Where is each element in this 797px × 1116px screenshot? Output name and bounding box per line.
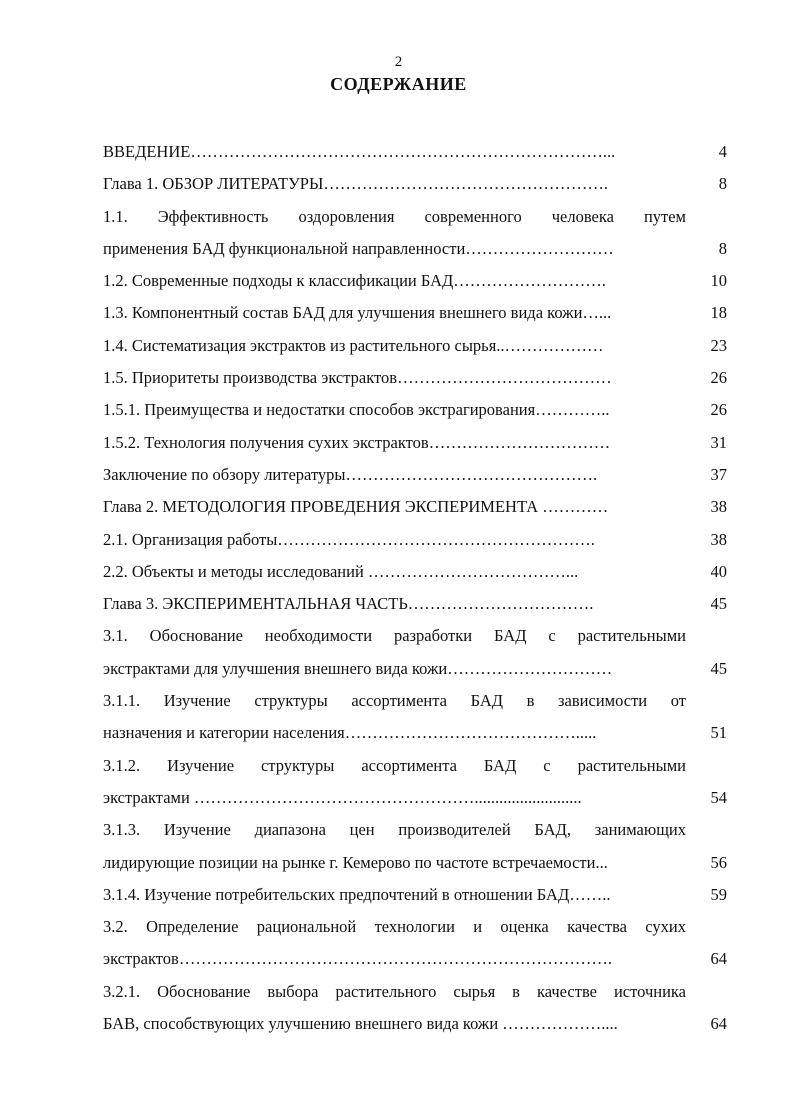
table-of-contents bbox=[103, 142, 727, 1046]
toc-entry bbox=[103, 303, 727, 335]
toc-entry-title: ВВЕДЕНИЕ…………………………………………………………………... bbox=[103, 142, 616, 161]
toc-entry-title: 1.5. Приоритеты производства экстрактов………………………………… bbox=[103, 368, 612, 388]
toc-entry-page-number: 4 bbox=[718, 142, 727, 161]
toc-entry-title: Глава 1. ОБЗОР ЛИТЕРАТУРЫ……………………………………………. bbox=[103, 174, 608, 194]
toc-entry-title: применения БАД функциональной направленности……………………… bbox=[103, 238, 614, 258]
toc-entry-title: 3.2. Определение рациональной технологии и оценка качества сухих bbox=[103, 917, 686, 937]
toc-entry-page-number: 40 bbox=[710, 561, 727, 581]
toc-entry bbox=[103, 433, 727, 465]
toc-entry-title: 1.2. Современные подходы к классификации БАД………………………. bbox=[103, 271, 606, 291]
page-number: 2 bbox=[394, 54, 403, 70]
toc-entry-title: 3.1.1. Изучение структуры ассортимента БАД в зависимости от bbox=[103, 691, 686, 711]
toc-entry-title: 3.1.2. Изучение структуры ассортимента БАД с растительными bbox=[103, 755, 686, 775]
toc-entry-title: Глава 2. МЕТОДОЛОГИЯ ПРОВЕДЕНИЯ ЭКСПЕРИМЕНТА ………… bbox=[103, 497, 609, 517]
toc-entry-title: назначения и категории населения……………………………………..... bbox=[103, 723, 597, 743]
toc-entry bbox=[103, 465, 727, 497]
toc-entry-title: экстрактов……………………………………………………………………. bbox=[103, 949, 612, 969]
toc-entry bbox=[103, 562, 727, 594]
toc-entry bbox=[103, 497, 727, 529]
toc-entry-page-number: 45 bbox=[710, 594, 727, 614]
toc-entry bbox=[103, 530, 727, 562]
toc-entry-page-number: 8 bbox=[718, 238, 727, 258]
toc-entry-title: 1.5.1. Преимущества и недостатки способов экстрагирования………….. bbox=[103, 400, 610, 420]
toc-entry bbox=[103, 917, 727, 949]
toc-entry-title: 1.3. Компонентный состав БАД для улучшения внешнего вида кожи…... bbox=[103, 303, 612, 323]
toc-entry bbox=[103, 723, 727, 755]
toc-entry bbox=[103, 336, 727, 368]
toc-entry-page-number: 56 bbox=[710, 852, 727, 872]
toc-entry-title: Глава 3. ЭКСПЕРИМЕНТАЛЬНАЯ ЧАСТЬ……………………………. bbox=[103, 594, 594, 614]
toc-entry bbox=[103, 820, 727, 852]
toc-entry-title: экстрактами …………………………………………….......................... bbox=[103, 787, 582, 807]
toc-entry-page-number: 26 bbox=[710, 368, 727, 388]
toc-entry-title: 1.4. Систематизация экстрактов из растительного сырья..……………… bbox=[103, 335, 604, 355]
toc-entry-title: 2.2. Объекты и методы исследований ………………………………... bbox=[103, 561, 579, 581]
toc-entry-page-number: 45 bbox=[710, 658, 727, 678]
toc-entry-page-number: 38 bbox=[710, 497, 727, 517]
toc-entry-title: 1.1. Эффективность оздоровления современного человека путем bbox=[103, 206, 686, 226]
toc-entry bbox=[103, 756, 727, 788]
toc-entry-page-number: 38 bbox=[710, 529, 727, 549]
page-title: СОДЕРЖАНИЕ bbox=[330, 74, 467, 94]
toc-entry-page-number: 23 bbox=[710, 335, 727, 355]
toc-entry-page-number: 54 bbox=[710, 787, 727, 807]
toc-entry-title: 3.1.3. Изучение диапазона цен производителей БАД, занимающих bbox=[103, 820, 686, 840]
toc-entry-page-number: 37 bbox=[710, 464, 727, 484]
toc-entry bbox=[103, 788, 727, 820]
toc-entry-title: БАВ, способствующих улучшению внешнего вида кожи ……………….... bbox=[103, 1014, 618, 1034]
toc-entry bbox=[103, 142, 727, 174]
toc-entry bbox=[103, 982, 727, 1014]
toc-entry-title: 2.1. Организация работы…………………………………………………. bbox=[103, 529, 595, 549]
toc-entry bbox=[103, 1014, 727, 1046]
toc-entry-page-number: 18 bbox=[710, 303, 727, 323]
toc-entry bbox=[103, 174, 727, 206]
toc-entry-title: лидирующие позиции на рынке г. Кемерово по частоте встречаемости... bbox=[103, 852, 608, 872]
toc-entry-page-number: 8 bbox=[718, 174, 727, 194]
toc-entry bbox=[103, 271, 727, 303]
toc-entry-title: 3.2.1. Обоснование выбора растительного сырья в качестве источника bbox=[103, 981, 686, 1001]
toc-entry bbox=[103, 626, 727, 658]
toc-entry bbox=[103, 949, 727, 981]
toc-entry-title: 3.1. Обоснование необходимости разработки БАД с растительными bbox=[103, 626, 686, 646]
toc-entry-title: 1.5.2. Технология получения сухих экстрактов…………………………… bbox=[103, 432, 611, 452]
toc-entry bbox=[103, 885, 727, 917]
toc-entry-page-number: 59 bbox=[710, 884, 727, 904]
toc-entry bbox=[103, 239, 727, 271]
toc-entry bbox=[103, 691, 727, 723]
toc-entry-page-number: 64 bbox=[710, 949, 727, 969]
toc-entry-page-number: 26 bbox=[710, 400, 727, 420]
toc-entry bbox=[103, 400, 727, 432]
toc-entry bbox=[103, 368, 727, 400]
toc-entry bbox=[103, 207, 727, 239]
toc-entry bbox=[103, 659, 727, 691]
toc-entry bbox=[103, 594, 727, 626]
toc-entry-title: 3.1.4. Изучение потребительских предпочтений в отношении БАД…….. bbox=[103, 884, 611, 904]
toc-entry-page-number: 10 bbox=[710, 271, 727, 291]
toc-entry-page-number: 31 bbox=[710, 432, 727, 452]
toc-entry-title: экстрактами для улучшения внешнего вида кожи………………………… bbox=[103, 658, 613, 678]
toc-entry-title: Заключение по обзору литературы………………………………………. bbox=[103, 464, 598, 484]
toc-entry bbox=[103, 853, 727, 885]
toc-entry-page-number: 64 bbox=[710, 1014, 727, 1034]
toc-entry-page-number: 51 bbox=[710, 723, 727, 743]
